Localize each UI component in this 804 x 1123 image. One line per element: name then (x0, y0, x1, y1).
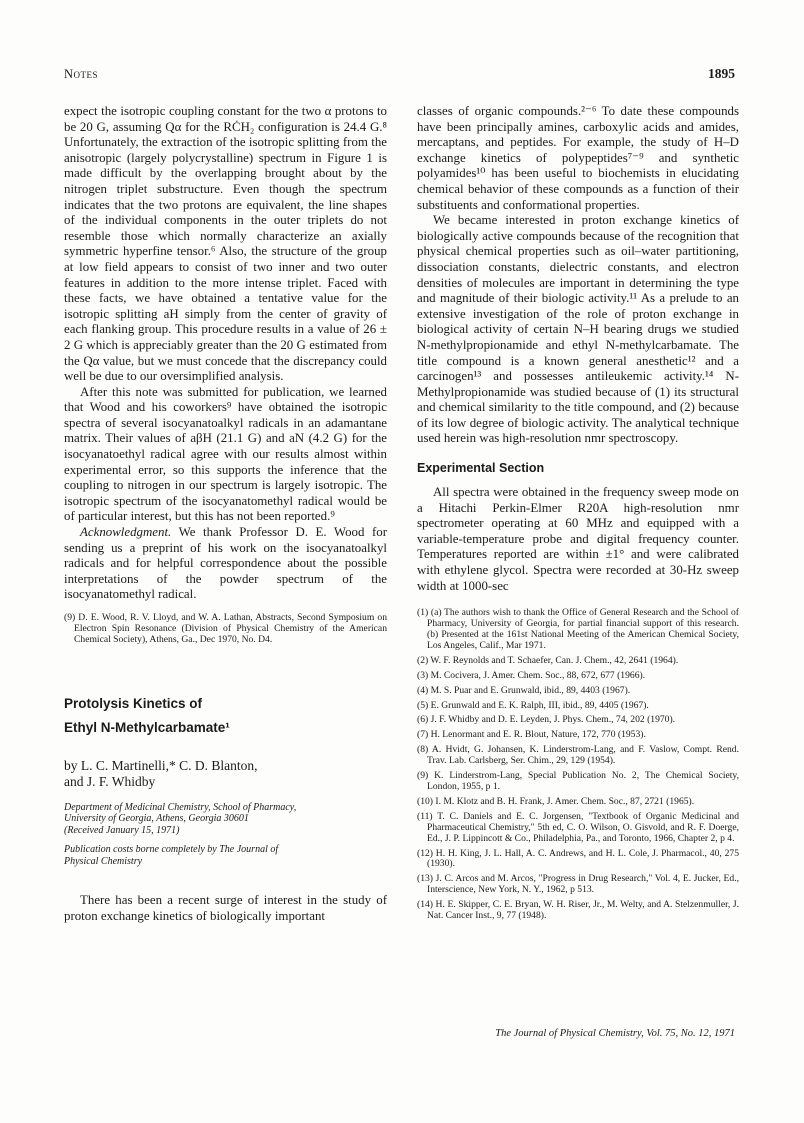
footnote-9: (9) K. Linderstrom-Lang, Special Publication No. 2, The Chemical Society, London, 1955, p 1. (417, 770, 739, 792)
acknowledgment-text: We thank Professor D. E. Wood for sending us a preprint of his work on the isocyanatoalkyl radicals and for helpful correspondence about the possible interpretations of the powder spectrum of the isocyanatomethyl radical. (64, 525, 387, 602)
article-title-line1: Protolysis Kinetics of (64, 695, 203, 711)
footnote-5: (5) E. Grunwald and E. K. Ralph, III, ibid., 89, 4405 (1967). (417, 699, 649, 711)
footnote-7: (7) H. Lenormant and E. R. Blout, Nature, 172, 770 (1953). (417, 729, 646, 741)
affiliation-line2: University of Georgia, Athens, Georgia 30601 (64, 813, 249, 825)
paragraph-spectra: All spectra were obtained in the frequency sweep mode on a Hitachi Perkin-Elmer R20A high-resolution nmr spectrometer operating at 60 MHz and equipped with a variable-temperature probe and digital frequency counter. Temperatures reported are within ±1° and were calibrated with ethylene glycol. Spectra were recorded at 30-Hz sweep width at 1000-sec (417, 485, 739, 593)
section-heading-experimental: Experimental Section (417, 461, 545, 476)
authors-line2: and J. F. Whidby (64, 773, 156, 789)
footnote-14: (14) H. E. Skipper, C. E. Bryan, W. H. Riser, Jr., M. Welty, and A. Stelzenmuller, J. Nat. Cancer Inst., 9, 77 (1948). (417, 899, 739, 922)
publication-costs-line2: Physical Chemistry (64, 855, 143, 867)
intro-paragraph: There has been a recent surge of interest in the study of proton exchange kinetics of biologically important (64, 893, 387, 923)
footnote-3: (3) M. Cocivera, J. Amer. Chem. Soc., 88, 672, 677 (1966). (417, 669, 646, 681)
footnotes-list (417, 608, 739, 922)
article-title-line2: Ethyl N-Methylcarbamate¹ (64, 719, 230, 735)
authors-line1: by L. C. Martinelli,* C. D. Blanton, (64, 757, 258, 773)
footnote-11: (11) T. C. Daniels and E. C. Jorgensen, "Textbook of Organic Medicinal and Pharmaceutical Chemistry," 5th ed, C. O. Wilson, O. Gisvold, and R. F. Doerge, Ed., J. P. Lippincott & Co., Philadelphia, Pa., and Toronto, 1966, Chapter 2, p 4. (417, 810, 739, 844)
footnote-4: (4) M. S. Puar and E. Grunwald, ibid., 89, 4403 (1967). (417, 684, 631, 696)
footnote-1: (1) (a) The authors wish to thank the Office of General Research and the School of Pharmacy, University of Georgia, for partial financial support of this research. (b) Presented at the 161st National Meeting of the American Chemical Society, Los Angeles, Calif., Mar 1971. (417, 607, 739, 651)
page-number: 1895 (708, 66, 735, 81)
paragraph-wood-coworkers: After this note was submitted for publication, we learned that Wood and his coworkers⁹ have obtained the isotropic spectra of several isocyanatoalkyl radicals in an adamantane matrix. Their values of aβH (21.1 G) and aN (4.2 G) for the isocyanatoethyl radical agree with our results almost within experimental error, so this supports the inference that the coupling to nitrogen in our spectrum is largely isotropic. The isotropic spectrum of the isocyanatomethyl radical would be of particular interest, but this has not been reported.⁹ (64, 384, 387, 524)
acknowledgment-label: Acknowledgment. (80, 525, 172, 540)
affiliation-line1: Department of Medicinal Chemistry, School of Pharmacy, (64, 801, 297, 813)
received-date: (Received January 15, 1971) (64, 824, 180, 836)
acknowledgment (64, 525, 387, 603)
journal-footer: The Journal of Physical Chemistry, Vol. 75, No. 12, 1971 (495, 1028, 735, 1039)
publication-costs-line1: Publication costs borne completely by The Journal of (64, 844, 279, 856)
right-column (417, 104, 739, 926)
paragraph-isotropic-coupling: expect the isotropic coupling constant for the two α protons to be 20 G, assuming Qα for the RĊH₂ configuration is 24.4 G.⁸ Unfortunately, the extraction of the isotropic splitting from the anisotropic (largely polycrystalline) spectrum in Figure 1 is made difficult by the overlapping brought about by the nitrogen triplet substructure. Even though the spectrum indicates that the two protons are equivalent, the line shapes of the individual components in the outer triplets do not resemble those which normally characterize an axially symmetric hyperfine tensor.⁶ Also, the structure of the group at low field appears to consist of two inner and two outer features in addition to the more intense triplet. Faced with these facts, we have obtained a tentative value for the isotropic splitting aH simply from the center of gravity of each flanking group. This procedure results in a value of 26 ± 2 G which is appreciably greater than the 20 G estimated from the Qα value, but we must concede that the discrepancy could well be due to our oversimplified analysis. (64, 104, 387, 384)
footnote-12: (12) H. H. King, J. L. Hall, A. C. Andrews, and H. L. Cole, J. Pharmacol., 40, 275 (1930). (417, 847, 739, 870)
left-column (64, 104, 387, 924)
running-header: Notes (64, 67, 99, 81)
footnote-6: (6) J. F. Whidby and D. E. Leyden, J. Phys. Chem., 74, 202 (1970). (417, 714, 676, 726)
footnote-8: (8) A. Hvidt, G. Johansen, K. Linderstrom-Lang, and F. Vaslow, Compt. Rend. Trav. Lab. Carlsberg, Ser. Chim., 29, 129 (1954). (417, 744, 739, 767)
footnote-9-left: (9) D. E. Wood, R. V. Lloyd, and W. A. Lathan, Abstracts, Second Symposium on Electron Spin Resonance (Division of Physical Chemistry of the American Chemical Society), Athens, Ga., Dec 1970, No. D4. (64, 612, 387, 645)
footnote-13: (13) J. C. Arcos and M. Arcos, "Progress in Drug Research," Vol. 4, E. Jucker, Ed., Interscience, New York, N. Y., 1962, p 513. (417, 873, 739, 896)
footnote-10: (10) I. M. Klotz and B. H. Frank, J. Amer. Chem. Soc., 87, 2721 (1965). (417, 795, 695, 807)
paragraph-proton-exchange: We became interested in proton exchange kinetics of biologically active compounds because of the recognition that physical chemical properties such as oil–water partitioning, dissociation constants, dielectric constants, and electron densities of molecules are important in determining the type and magnitude of their biologic activity.¹¹ As a prelude to an extensive investigation of the role of proton exchange in biological activity of certain N–H bearing drugs we studied N-methylpropionamide and ethyl N-methylcarbamate. The title compound is a known general anesthetic¹² and a carcinogen¹³ and possesses antileukemic activity.¹⁴ N-Methylpropionamide was studied because of (1) its structural and chemical similarity to the title compound, and (2) because of its low degree of biologic activity. The analytical technique used herein was high-resolution nmr spectroscopy. (417, 213, 739, 446)
paragraph-classes-compounds: classes of organic compounds.²⁻⁶ To date these compounds have been principally amines, carboxylic acids and amides, mercaptans, and peptides. For example, the study of H–D exchange kinetics of polypeptides⁷⁻⁹ and synthetic polyamides¹⁰ has been useful to biochemists in elucidating chemical behavior of these compounds as a function of their substituents and conformational properties. (417, 104, 739, 212)
footnote-2: (2) W. F. Reynolds and T. Schaefer, Can. J. Chem., 42, 2641 (1964). (417, 654, 679, 666)
